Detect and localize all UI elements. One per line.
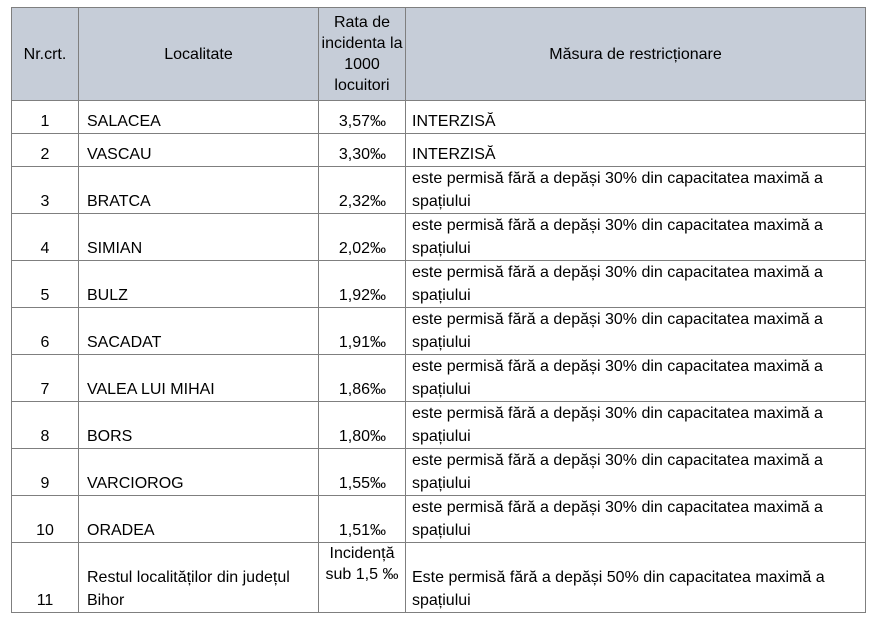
table-row	[12, 261, 866, 308]
table-row	[12, 214, 866, 261]
cell-masura: este permisă fără a depăși 30% din capacitatea maximă a spațiului	[406, 167, 866, 214]
cell-localitate: BULZ	[79, 261, 319, 308]
cell-localitate: SIMIAN	[79, 214, 319, 261]
header-rata: Rata de incidenta la 1000 locuitori	[319, 8, 406, 101]
cell-nr: 4	[12, 214, 79, 261]
cell-masura: este permisă fără a depăși 30% din capacitatea maximă a spațiului	[406, 308, 866, 355]
cell-masura: INTERZISĂ	[406, 101, 866, 134]
cell-rata: 1,51‰	[319, 496, 406, 543]
cell-masura: este permisă fără a depăși 30% din capacitatea maximă a spațiului	[406, 214, 866, 261]
cell-nr: 11	[12, 543, 79, 613]
cell-localitate: ORADEA	[79, 496, 319, 543]
cell-localitate: BORS	[79, 402, 319, 449]
cell-nr: 7	[12, 355, 79, 402]
cell-nr: 6	[12, 308, 79, 355]
cell-rata: 1,91‰	[319, 308, 406, 355]
table-row	[12, 308, 866, 355]
cell-rata: 1,86‰	[319, 355, 406, 402]
cell-rata: 1,80‰	[319, 402, 406, 449]
header-nr: Nr.crt.	[12, 8, 79, 101]
cell-rata: 2,32‰	[319, 167, 406, 214]
cell-localitate: VARCIOROG	[79, 449, 319, 496]
cell-rata: 2,02‰	[319, 214, 406, 261]
cell-masura: este permisă fără a depăși 30% din capacitatea maximă a spațiului	[406, 449, 866, 496]
cell-localitate: BRATCA	[79, 167, 319, 214]
cell-nr: 3	[12, 167, 79, 214]
table-row	[12, 449, 866, 496]
cell-masura: este permisă fără a depăși 30% din capacitatea maximă a spațiului	[406, 496, 866, 543]
cell-nr: 5	[12, 261, 79, 308]
table-row	[12, 134, 866, 167]
table-row	[12, 543, 866, 613]
header-row	[12, 8, 866, 101]
cell-rata: 1,92‰	[319, 261, 406, 308]
cell-masura: este permisă fără a depăși 30% din capacitatea maximă a spațiului	[406, 355, 866, 402]
cell-localitate: SALACEA	[79, 101, 319, 134]
cell-nr: 9	[12, 449, 79, 496]
cell-rata: 1,55‰	[319, 449, 406, 496]
cell-localitate: VALEA LUI MIHAI	[79, 355, 319, 402]
header-localitate: Localitate	[79, 8, 319, 101]
cell-localitate: Restul localităților din județul Bihor	[79, 543, 319, 613]
table-row	[12, 402, 866, 449]
cell-localitate: SACADAT	[79, 308, 319, 355]
cell-rata: Incidență sub 1,5 ‰	[319, 543, 406, 613]
cell-masura: este permisă fără a depăși 30% din capacitatea maximă a spațiului	[406, 402, 866, 449]
cell-nr: 10	[12, 496, 79, 543]
cell-masura: Este permisă fără a depăși 50% din capacitatea maximă a spațiului	[406, 543, 866, 613]
cell-masura: este permisă fără a depăși 30% din capacitatea maximă a spațiului	[406, 261, 866, 308]
cell-rata: 3,57‰	[319, 101, 406, 134]
cell-rata: 3,30‰	[319, 134, 406, 167]
cell-masura: INTERZISĂ	[406, 134, 866, 167]
restrictions-table	[11, 7, 866, 613]
table-row	[12, 101, 866, 134]
table-row	[12, 496, 866, 543]
header-masura: Măsura de restricționare	[406, 8, 866, 101]
cell-nr: 8	[12, 402, 79, 449]
cell-nr: 1	[12, 101, 79, 134]
table-row	[12, 167, 866, 214]
cell-localitate: VASCAU	[79, 134, 319, 167]
cell-nr: 2	[12, 134, 79, 167]
table-row	[12, 355, 866, 402]
